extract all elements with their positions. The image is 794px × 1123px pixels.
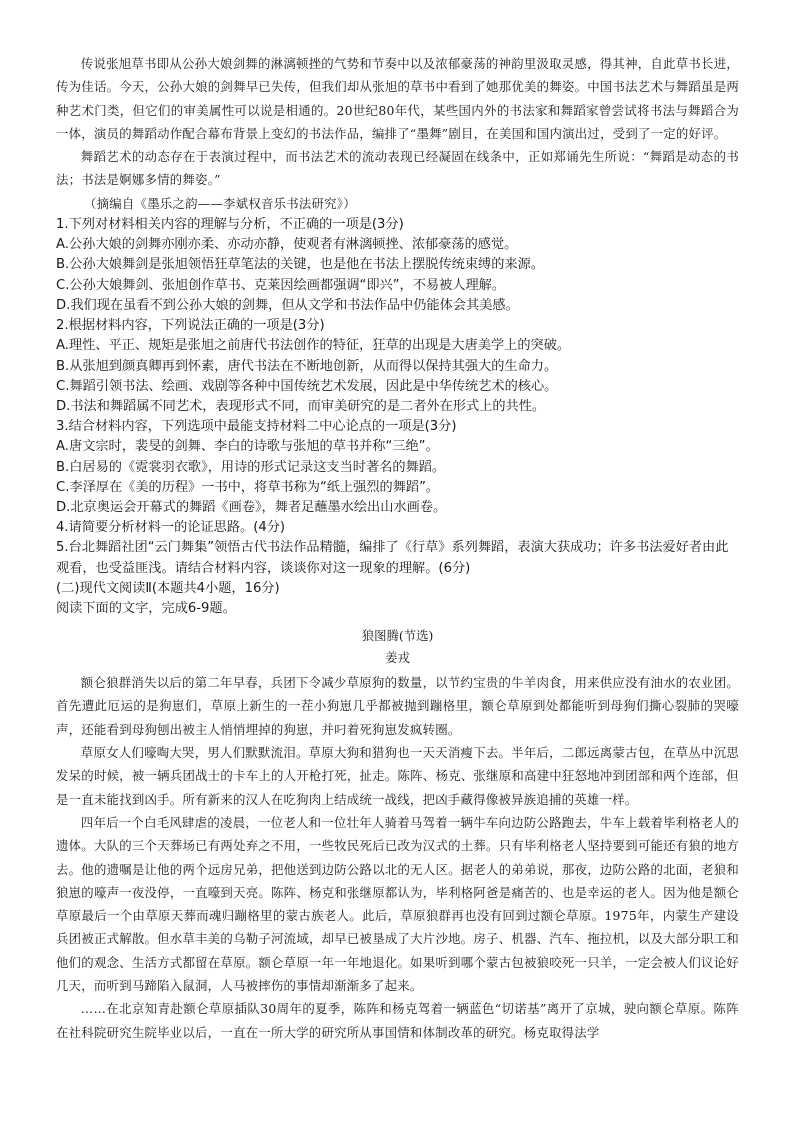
option-c: C.李泽厚在《美的历程》一书中，将草书称为“纸上强烈的舞蹈”。 [56, 479, 440, 495]
section-heading: (二)现代文阅读Ⅱ(本题共4小题，16分) [56, 580, 280, 596]
option-c: C.舞蹈引领书法、绘画、戏剧等各种中国传统艺术发展，因此是中华传统艺术的核心。 [56, 378, 558, 394]
option-d: D.书法和舞蹈属不同艺术，表现形式不同，而审美研究的是二者外在形式上的共性。 [56, 398, 546, 414]
story-passage [56, 625, 739, 1044]
option-b: B.白居易的《霓裳羽衣歌》，用诗的形式记录这支当时著名的舞蹈。 [56, 459, 446, 475]
section-instruction: 阅读下面的文字，完成6-9题。 [56, 600, 236, 616]
story-paragraph: 额仑狼群消失以后的第二年早春，兵团下令减少草原狗的数量，以节约宝贵的牛羊肉食，用来供应没有油水的农业团。首先遭此厄运的是狗崽们，草原上新生的一茬小狗崽几乎都被抛到蹦格里，额仑草原到处都能听到母狗们撕心裂肺的哭嚎声，还能看到母狗刨出被主人悄悄埋掉的狗崽，并叼着死狗崽发疯转圈。 [56, 675, 739, 737]
passage-paragraph: 传说张旭草书即从公孙大娘剑舞的淋漓顿挫的气势和节奏中以及浓郁豪荡的神韵里汲取灵感，得其神，自此草书长进，传为佳话。今天，公孙大娘的剑舞早已失传，但我们却从张旭的草书中看到了她那优美的舞姿。中国书法艺术与舞蹈虽是两种艺术门类，但它们的审美属性可以说是相通的。20世纪80年代，某些国内外的书法家和舞蹈家曾尝试将书法与舞蹈合为一体，演员的舞蹈动作配合幕布背景上变幻的书法作品，编排了“墨舞”剧目，在美国和国内演出过，受到了一定的好评。 [56, 56, 739, 141]
option-a: A.公孙大娘的剑舞亦刚亦柔、亦动亦静，使观者有淋漓顿挫、浓郁豪荡的感觉。 [56, 237, 518, 253]
story-paragraph: 草原女人们嚎啕大哭，男人们默默流泪。草原大狗和猎狗也一天天消瘦下去。半年后，二郎远离蒙古包，在草丛中沉思发呆的时候，被一辆兵团战士的卡车上的人开枪打死，扯走。陈阵、杨克、张继原和高建中狂怒地冲到团部和两个连部，但是一直未能找到凶手。所有新来的汉人在吃狗肉上结成统一战线，把凶手藏得像被异族追捕的英雄一样。 [56, 745, 739, 807]
question-stem: 4.请简要分析材料一的论证思路。(4分) [56, 520, 286, 536]
passage-paragraph: 舞蹈艺术的动态存在于表演过程中，而书法艺术的流动表现已经凝固在线条中，正如郑诵先生所说：“舞蹈是动态的书法；书法是婀娜多情的舞姿。” [56, 149, 739, 188]
story-title: 狼图腾(节选) [361, 628, 434, 644]
material-passage [56, 52, 739, 215]
passage-source: （摘编自《墨乐之韵——李斌权音乐书法研究》） [84, 195, 356, 211]
question-stem: 2.根据材料内容，下列说法正确的一项是(3分) [56, 318, 325, 334]
story-author: 姜戎 [385, 650, 410, 666]
option-a: A.唐文宗时，裴旻的剑舞、李白的诗歌与张旭的草书并称“三绝”。 [56, 439, 439, 455]
option-c: C.公孙大娘舞剑、张旭创作草书、克莱因绘画都强调“即兴”，不易被人理解。 [56, 277, 506, 293]
question-stem: 3.结合材料内容，下列选项中最能支持材料二中心论点的一项是(3分) [56, 419, 457, 435]
story-paragraph: ……在北京知青赴额仑草原插队30周年的夏季，陈阵和杨克驾着一辆蓝色“切诺基”离开了京城，驶向额仑草原。陈阵在社科院研究生院毕业以后，一直在一所大学的研究所从事国情和体制改革的研究。杨克取得法学 [56, 1001, 739, 1040]
question-list [56, 215, 739, 619]
option-d: D.我们现在虽看不到公孙大娘的剑舞，但从文学和书法作品中仍能体会其美感。 [56, 297, 519, 313]
option-a: A.理性、平正、规矩是张旭之前唐代书法创作的特征，狂草的出现是大唐美学上的突破。 [56, 338, 571, 354]
option-d: D.北京奥运会开幕式的舞蹈《画卷》，舞者足蘸墨水绘出山水画卷。 [56, 499, 447, 515]
story-paragraph: 四年后一个白毛风肆虐的凌晨，一位老人和一位壮年人骑着马驾着一辆牛车向边防公路跑去，牛车上载着毕利格老人的遗体。大队的三个天葬场已有两处弃之不用，一些牧民死后已改为汉式的土葬。只有毕利格老人坚持要到可能还有狼的地方去。他的遗嘱是让他的两个远房兄弟，把他送到边防公路以北的无人区。据老人的弟弟说，那夜，边防公路的北面，老狼和狼崽的嚎声一夜没停，一直嚎到天亮。陈阵、杨克和张继原都认为，毕利格阿爸是痛苦的、也是幸运的老人。因为他是额仑草原最后一个由草原天葬而魂归蹦格里的蒙古族老人。此后，草原狼群再也没有回到过额仑草原。1975年，内蒙生产建设兵团被正式解散。但水草丰美的乌勒子河流域，却早已被垦成了大片沙地。房子、机器、汽车、拖拉机，以及大部分职工和他们的观念、生活方式都留在草原。额仑草原一年一年地退化。如果听到哪个蒙古包被狼咬死一只羊，一定会被人们议论好几天，而听到马蹄陷入鼠洞，人马被摔伤的事情却渐渐多了起来。 [56, 814, 739, 993]
option-b: B.公孙大娘舞剑是张旭领悟狂草笔法的关键，也是他在书法上摆脱传统束缚的来源。 [56, 257, 544, 273]
question-stem: 1.下列对材料相关内容的理解与分析，不正确的一项是(3分) [56, 217, 404, 233]
question-stem: 5.台北舞蹈社团“云门舞集”领悟古代书法作品精髓，编排了《行草》系列舞蹈，表演大获成功；许多书法爱好者由此观看，也受益匪浅。请结合材料内容，谈谈你对这一现象的理解。(6分) [56, 540, 729, 576]
option-b: B.从张旭到颜真卿再到怀素，唐代书法在不断地创新，从而得以保持其强大的生命力。 [56, 358, 558, 374]
